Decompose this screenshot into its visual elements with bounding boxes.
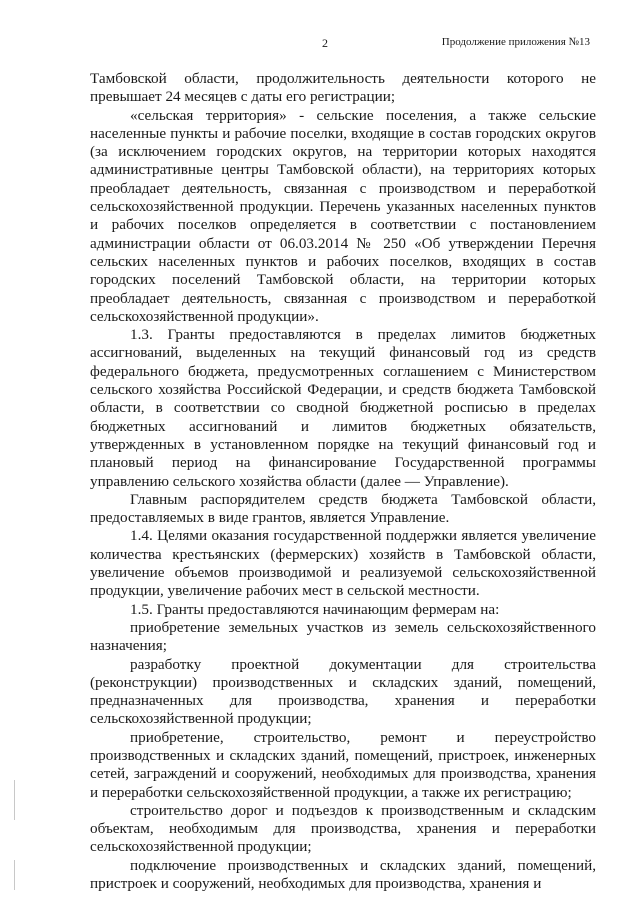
paragraph: Главным распорядителем средств бюджета Тамбовской области, предоставляемых в виде грантов, является Управление. — [90, 490, 596, 527]
paragraph: 1.3. Гранты предоставляются в пределах лимитов бюджетных ассигнований, выделенных на текущий финансовый год из средств федерального бюджета, предусмотренных соглашением с Министерством сельского хозяйства Российской Федерации, и средств бюджета Тамбовской области, в соответствии со сводной бюджетной росписью в пределах бюджетных ассигнований и лимитов бюджетных обязательств, утвержденных в установленном порядке на текущий финансовый год и плановый период на финансирование Государственной программы управлению сельского хозяйства области (далее — Управление). — [90, 326, 596, 490]
page-header-note: Продолжение приложения №13 — [441, 36, 590, 48]
paragraph: подключение производственных и складских зданий, помещений, пристроек и сооружений, необходимых для производства, хранения и — [90, 856, 596, 893]
paragraph: «сельская территория» - сельские поселения, а также сельские населенные пункты и рабочие поселки, входящие в состав городских округов (за исключением городских округов, на территории которых находятся административные центры Тамбовской области), на территориях которых преобладает деятельность, связанная с производством и переработкой сельскохозяйственной продукции. Перечень указанных населенных пунктов и рабочих поселков определяется в соответствии с постановлением администрации области от 06.03.2014 № 250 «Об утверждении Перечня сельских населенных пунктов и рабочих поселков, входящих в состав городских поселений Тамбовской области, на территории которых преобладает деятельность, связанная с производством и переработкой сельскохозяйственной продукции». — [90, 106, 596, 325]
paragraph: 1.4. Целями оказания государственной поддержки является увеличение количества крестьянских (фермерских) хозяйств в Тамбовской области, увеличение объемов производимой и реализуемой сельскохозяйственной продукции, увеличение рабочих мест в сельской местности. — [90, 527, 596, 600]
paragraph: приобретение земельных участков из земель сельскохозяйственного назначения; — [90, 618, 596, 655]
paragraph: Тамбовской области, продолжительность деятельности которого не превышает 24 месяцев с даты его регистрации; — [90, 70, 596, 106]
scan-artifact — [14, 860, 15, 890]
paragraph: 1.5. Гранты предоставляются начинающим фермерам на: — [130, 600, 500, 618]
paragraph: приобретение, строительство, ремонт и переустройство производственных и складских зданий, помещений, пристроек, инженерных сетей, заграждений и сооружений, необходимых для производства, хранения и переработки сельскохозяйственной продукции, а также их регистрацию; — [90, 728, 596, 801]
scan-artifact — [14, 780, 15, 820]
paragraph: разработку проектной документации для строительства (реконструкции) производственных и складских зданий, помещений, предназначенных для производства, хранения и переработки сельскохозяйственной продукции; — [90, 655, 596, 728]
document-body — [90, 70, 596, 893]
paragraph: строительство дорог и подъездов к производственным и складским объектам, необходимым для производства, хранения и переработки сельскохозяйственной продукции; — [90, 801, 596, 856]
page-number: 2 — [322, 36, 328, 50]
